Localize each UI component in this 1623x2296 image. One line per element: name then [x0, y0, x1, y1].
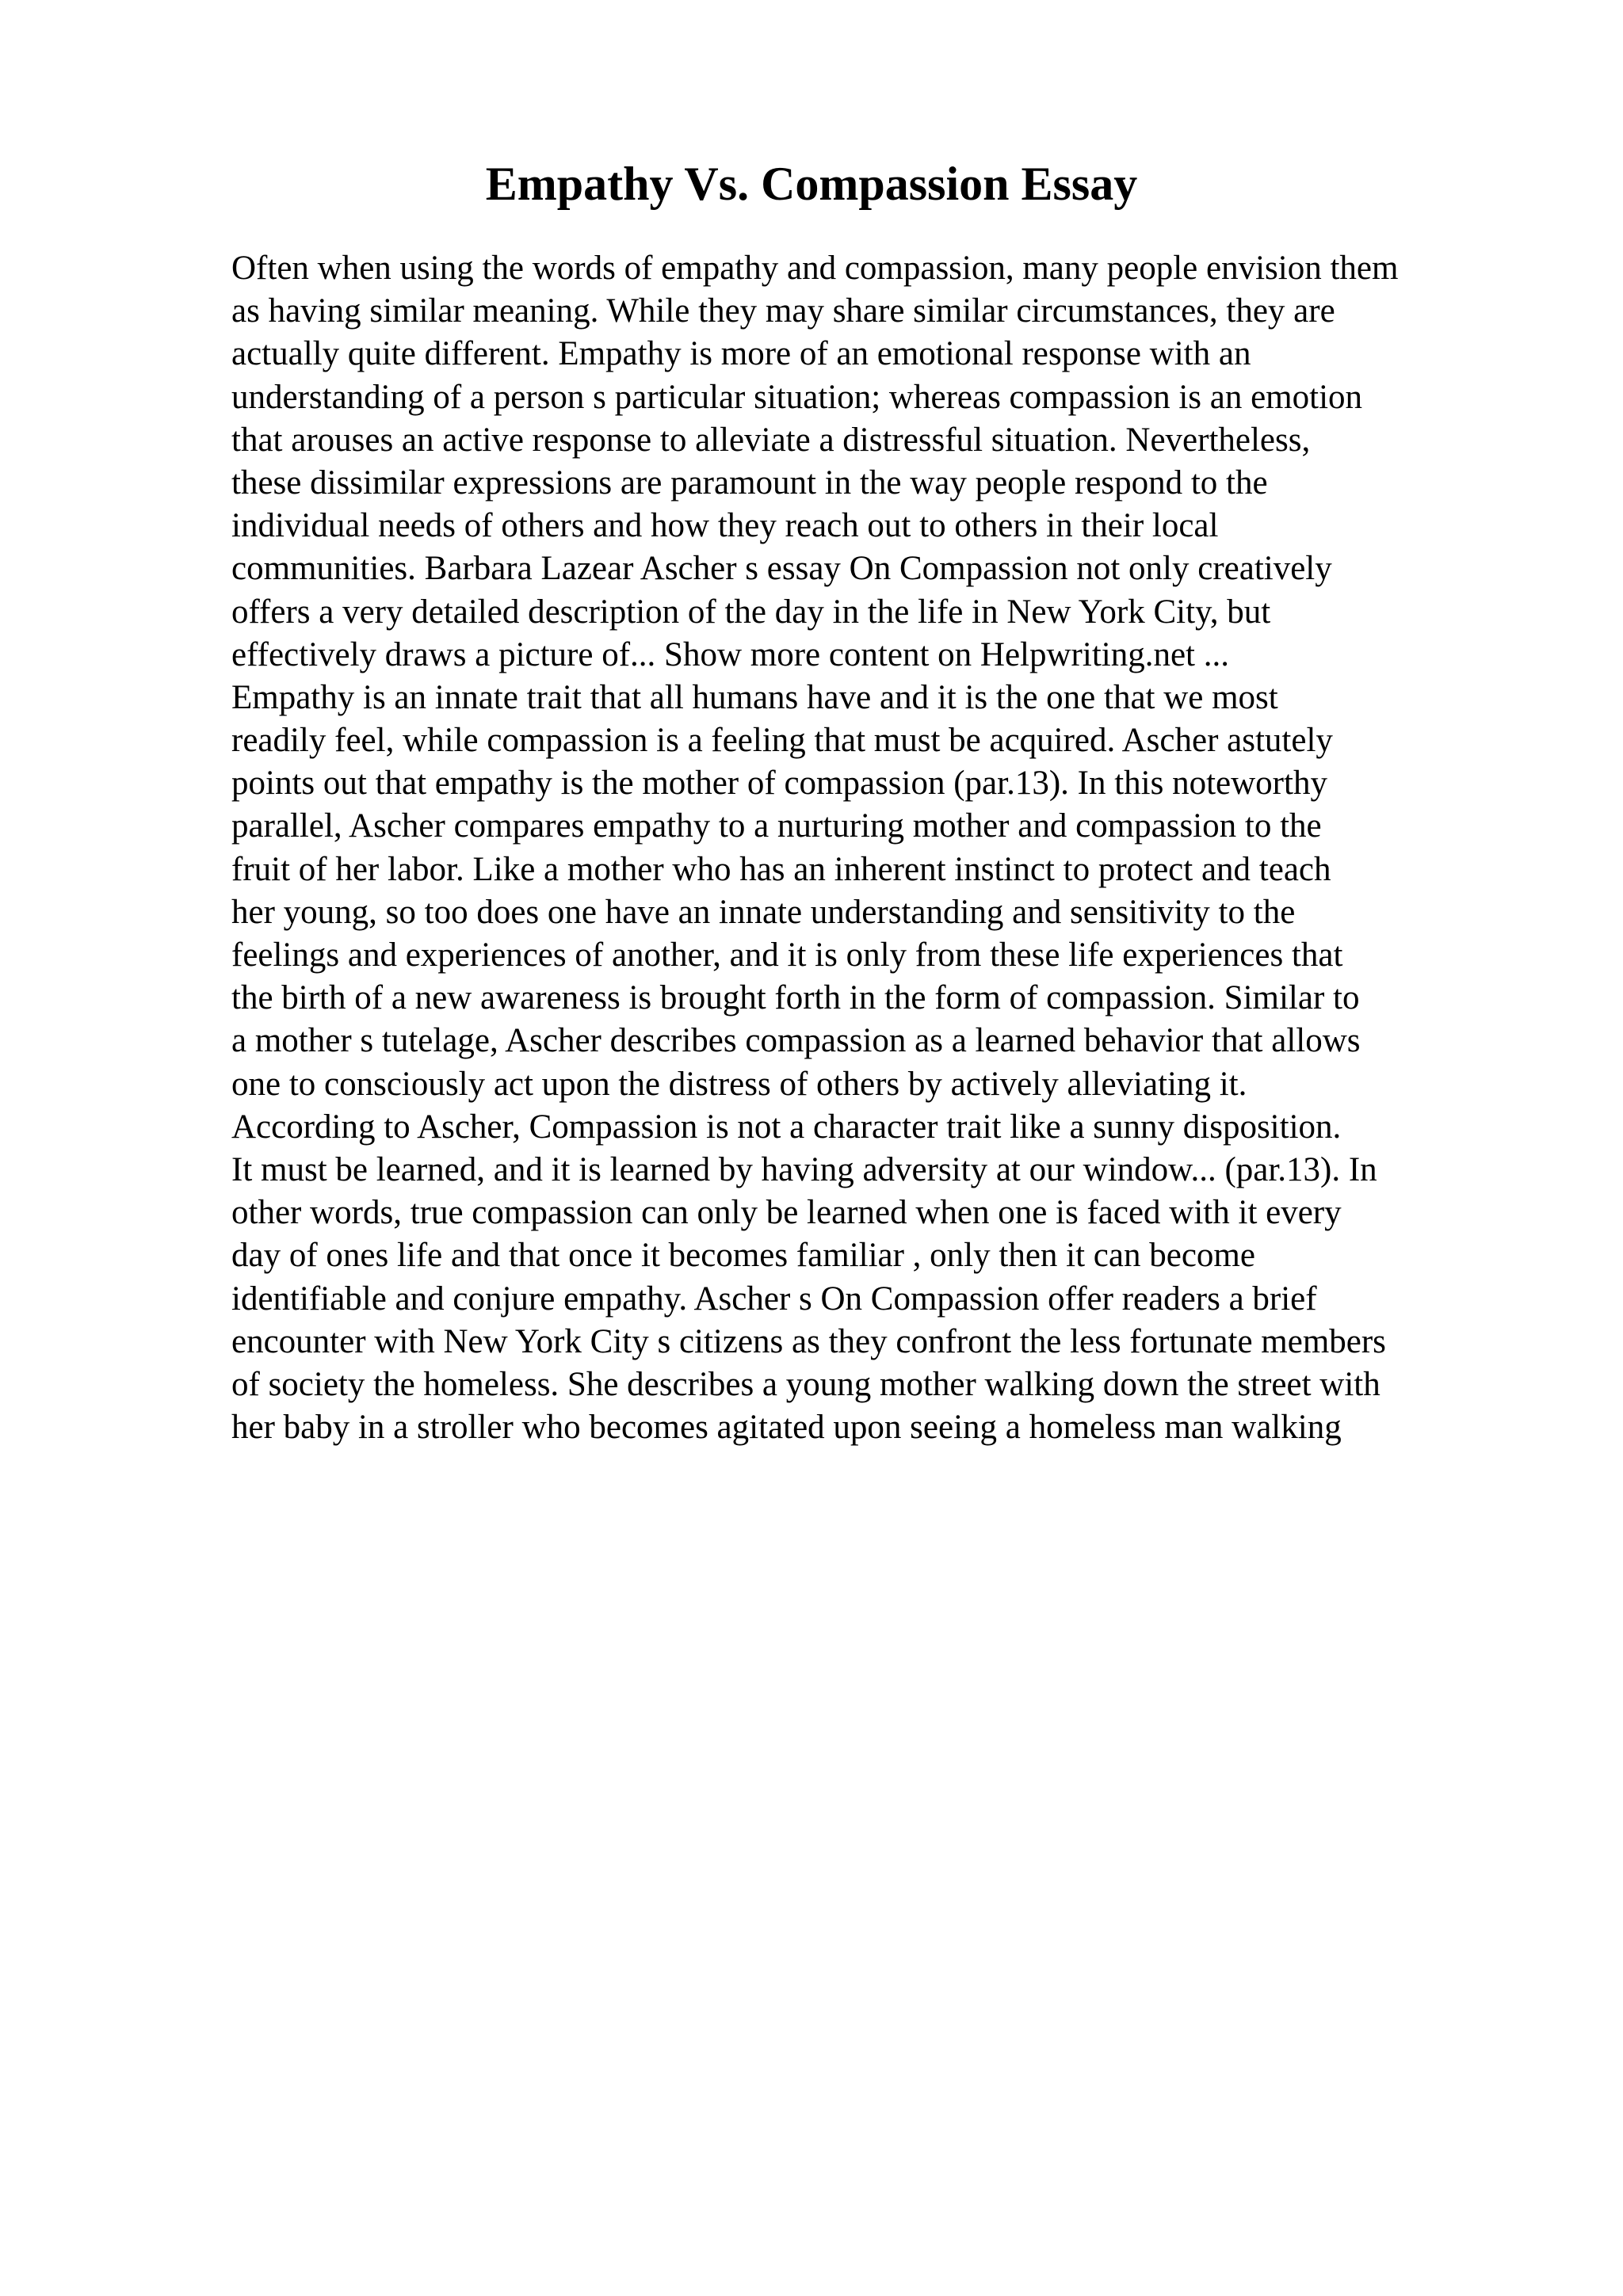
text-line: actually quite different. Empathy is more of an emotional response with an [231, 335, 1251, 373]
text-line: a mother s tutelage, Ascher describes compassion as a learned behavior that allows [231, 1022, 1361, 1060]
text-line: points out that empathy is the mother of compassion (par.13). In this noteworthy [231, 765, 1327, 803]
text-line: one to consciously act upon the distress of others by actively alleviating it. [231, 1065, 1247, 1103]
text-line: parallel, Ascher compares empathy to a nurturing mother and compassion to the [231, 807, 1322, 845]
text-line: her young, so too does one have an innate understanding and sensitivity to the [231, 893, 1296, 931]
text-line: readily feel, while compassion is a feeling that must be acquired. Ascher astutely [231, 722, 1333, 760]
document-title: Empathy Vs. Compassion Essay [485, 158, 1138, 210]
text-line: feelings and experiences of another, and it is only from these life experiences that [231, 936, 1343, 974]
essay-body [231, 247, 1594, 1449]
text-line: It must be learned, and it is learned by having adversity at our window... (par.13). In [231, 1150, 1377, 1188]
text-line: her baby in a stroller who becomes agitated upon seeing a homeless man walking [231, 1409, 1342, 1447]
text-line: as having similar meaning. While they may share similar circumstances, they are [231, 292, 1335, 330]
text-line: Empathy is an innate trait that all humans have and it is the one that we most [231, 678, 1278, 716]
text-line: the birth of a new awareness is brought forth in the form of compassion. Similar to [231, 979, 1360, 1017]
text-line: these dissimilar expressions are paramount in the way people respond to the [231, 463, 1268, 502]
text-line: day of ones life and that once it becomes familiar , only then it can become [231, 1237, 1255, 1275]
text-line: Often when using the words of empathy and compassion, many people envision them [231, 250, 1399, 287]
text-line: fruit of her labor. Like a mother who has an inherent instinct to protect and teach [231, 850, 1331, 888]
text-line: of society the homeless. She describes a young mother walking down the street with [231, 1365, 1381, 1403]
text-line: offers a very detailed description of the day in the life in New York City, but [231, 593, 1271, 631]
text-line: that arouses an active response to alleviate a distressful situation. Nevertheless, [231, 421, 1311, 459]
text-line: effectively draws a picture of... Show more content on Helpwriting.net ... [231, 635, 1229, 673]
text-line: individual needs of others and how they reach out to others in their local [231, 507, 1219, 545]
text-line: understanding of a person s particular situation; whereas compassion is an emotion [231, 378, 1363, 416]
text-line: According to Ascher, Compassion is not a character trait like a sunny disposition. [231, 1108, 1342, 1146]
text-line: communities. Barbara Lazear Ascher s essay On Compassion not only creatively [231, 550, 1332, 588]
text-line: identifiable and conjure empathy. Ascher s On Compassion offer readers a brief [231, 1280, 1317, 1318]
text-line: other words, true compassion can only be learned when one is faced with it every [231, 1194, 1342, 1232]
text-line: encounter with New York City s citizens as they confront the less fortunate members [231, 1322, 1386, 1360]
